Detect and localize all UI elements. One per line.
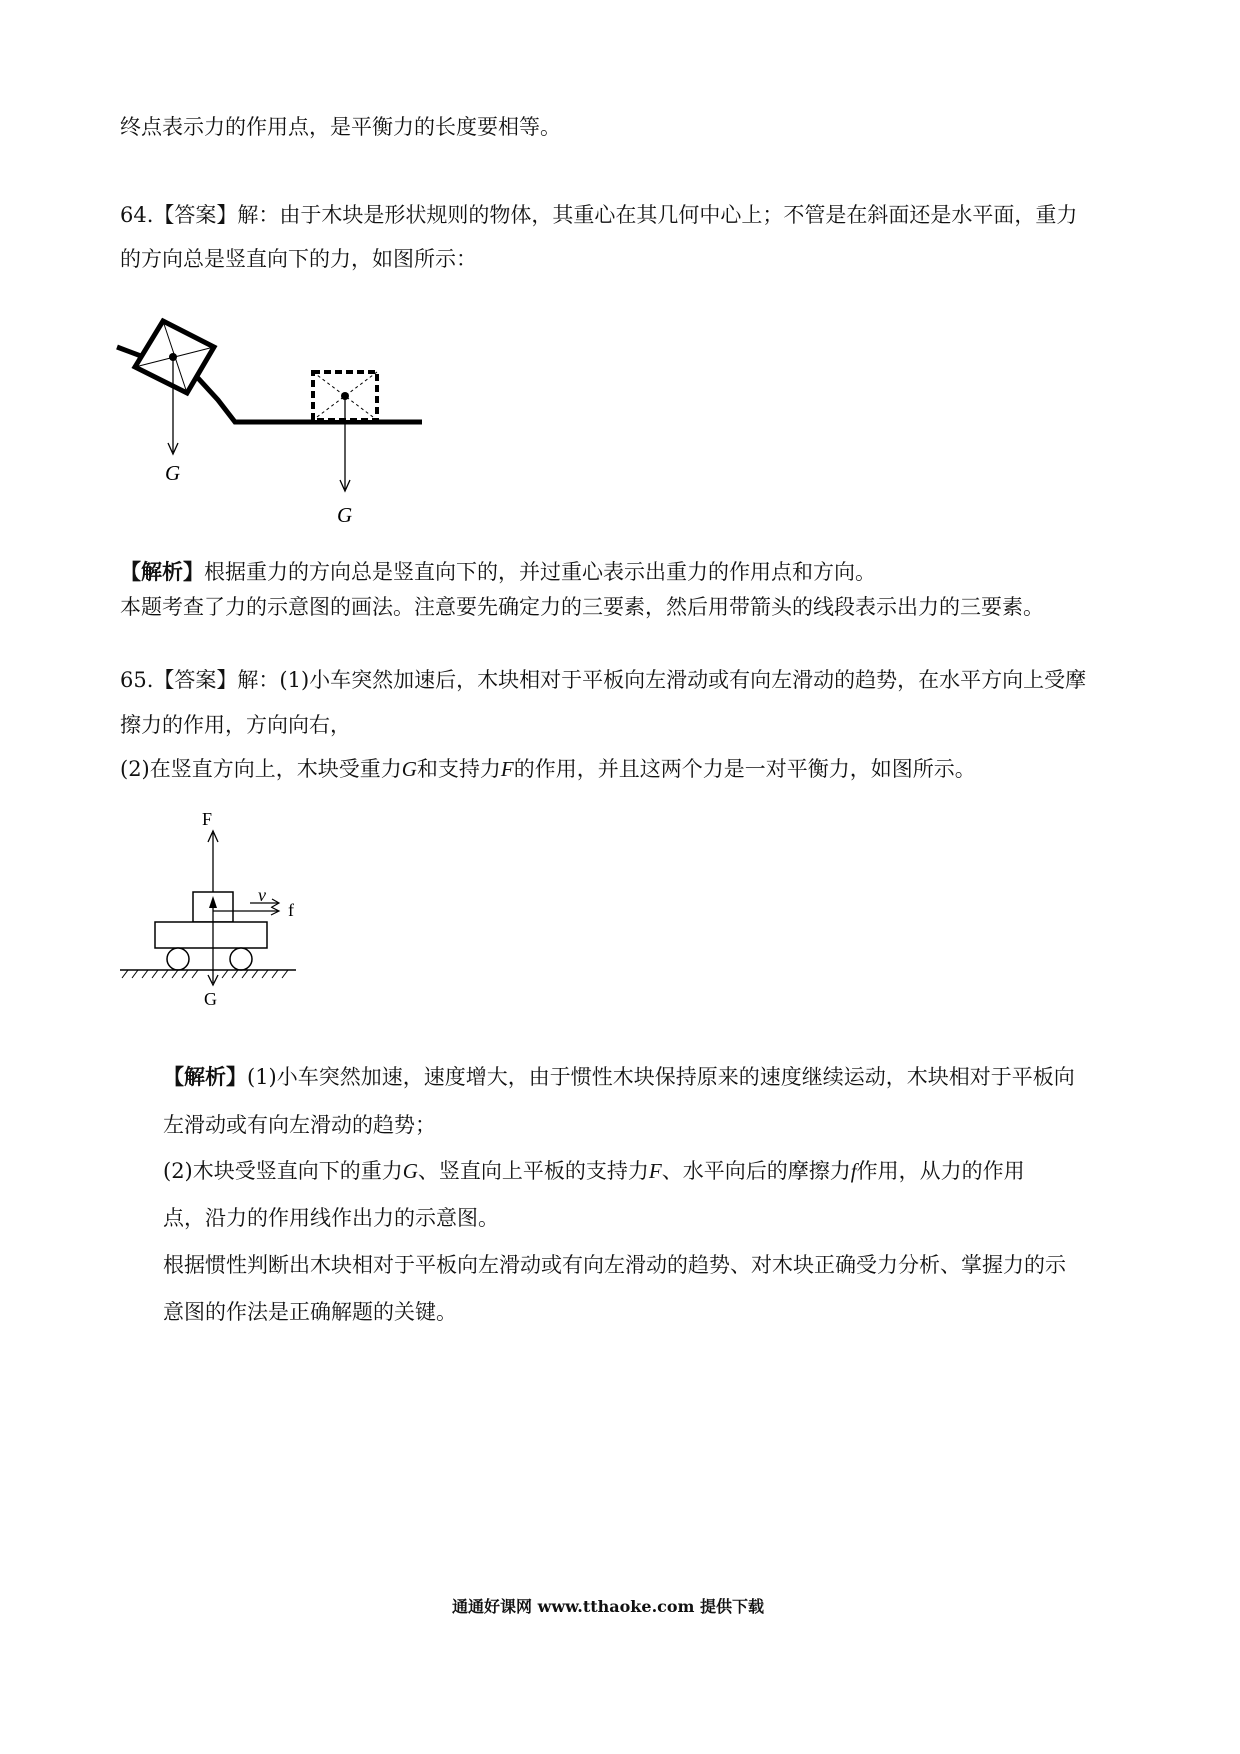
q65-analysis-line2: 左滑动或有向左滑动的趋势； bbox=[163, 1113, 436, 1137]
q65-analysis-line1 bbox=[163, 1062, 1075, 1092]
q65-number: 65. bbox=[120, 668, 154, 692]
q65-line3 bbox=[120, 754, 976, 784]
cart-wheel-right bbox=[230, 948, 252, 970]
q65-analysis-line5: 根据惯性判断出木块相对于平板向左滑动或有向左滑动的趋势、对木块正确受力分析、掌握力的示 bbox=[163, 1253, 1066, 1277]
q64-line1-text: 解：由于木块是形状规则的物体，其重心在其几何中心上；不管是在斜面还是水平面，重力 bbox=[237, 203, 1078, 227]
q64-summary: 本题考查了力的示意图的画法。注意要先确定力的三要素，然后用带箭头的线段表示出力的三要素。 bbox=[120, 595, 1044, 619]
q65-line3-f: F bbox=[500, 757, 514, 781]
friction-label: f bbox=[288, 900, 294, 920]
q65-analysis-line1-text: (1)小车突然加速，速度增大，由于惯性木块保持原来的速度继续运动，木块相对于平板向 bbox=[247, 1065, 1075, 1089]
q65-analysis-line3-c: 、水平向后的摩擦力 bbox=[661, 1159, 851, 1183]
velocity-label: v bbox=[258, 885, 266, 905]
q64-gravity-figure bbox=[115, 315, 435, 530]
q65-line3-g: G bbox=[401, 757, 417, 781]
q65-analysis-line3-g: G bbox=[402, 1159, 418, 1183]
q65-line3-b: 和支持力 bbox=[416, 757, 501, 781]
q65-line2: 擦力的作用，方向向右， bbox=[120, 713, 351, 737]
q64-analysis-tag: 【解析】 bbox=[120, 559, 204, 584]
cart-wheel-left bbox=[167, 948, 189, 970]
page-footer: 通通好课网 www.tthaoke.com 提供下载 bbox=[452, 1597, 765, 1616]
force-f-label: F bbox=[202, 809, 213, 829]
q64-line1 bbox=[120, 200, 1077, 230]
gravity-g-label: G bbox=[204, 989, 217, 1009]
q65-analysis-line3-b: 、竖直向上平板的支持力 bbox=[417, 1159, 649, 1183]
q65-cart-figure bbox=[118, 805, 308, 1015]
q65-answer-tag: 【答案】 bbox=[153, 668, 238, 692]
q65-analysis-line3-d: 作用，从力的作用 bbox=[856, 1159, 1025, 1183]
q64-answer-tag: 【答案】 bbox=[153, 203, 238, 227]
q65-analysis-line4: 点，沿力的作用线作出力的示意图。 bbox=[163, 1206, 499, 1230]
q64-number: 64. bbox=[120, 203, 154, 227]
q64-line2: 的方向总是竖直向下的力，如图所示： bbox=[120, 247, 477, 271]
ground-hatched bbox=[120, 970, 296, 978]
q65-line3-a: (2)在竖直方向上，木块受重力 bbox=[120, 757, 402, 781]
q64-analysis bbox=[120, 557, 876, 587]
intro-line: 终点表示力的作用点，是平衡力的长度要相等。 bbox=[120, 115, 561, 139]
q65-analysis-line3 bbox=[163, 1156, 1025, 1186]
gravity-label-right: G bbox=[337, 503, 353, 527]
q65-line3-c: 的作用，并且这两个力是一对平衡力，如图所示。 bbox=[513, 757, 976, 781]
q64-analysis-text: 根据重力的方向总是竖直向下的，并过重心表示出重力的作用点和方向。 bbox=[204, 560, 876, 584]
cart-body bbox=[155, 922, 267, 948]
gravity-label-left: G bbox=[165, 461, 181, 485]
q65-analysis-line3-f: F bbox=[648, 1159, 662, 1183]
q65-analysis-line6: 意图的作法是正确解题的关键。 bbox=[163, 1300, 457, 1324]
q65-analysis-line3-a: (2)木块受竖直向下的重力 bbox=[163, 1159, 403, 1183]
q65-line1-text: 解：(1)小车突然加速后，木块相对于平板向左滑动或有向左滑动的趋势，在水平方向上受摩 bbox=[237, 668, 1087, 692]
q65-analysis-tag: 【解析】 bbox=[163, 1064, 247, 1089]
q65-line1 bbox=[120, 665, 1086, 695]
q65-analysis-line3-sf: f bbox=[850, 1159, 857, 1183]
